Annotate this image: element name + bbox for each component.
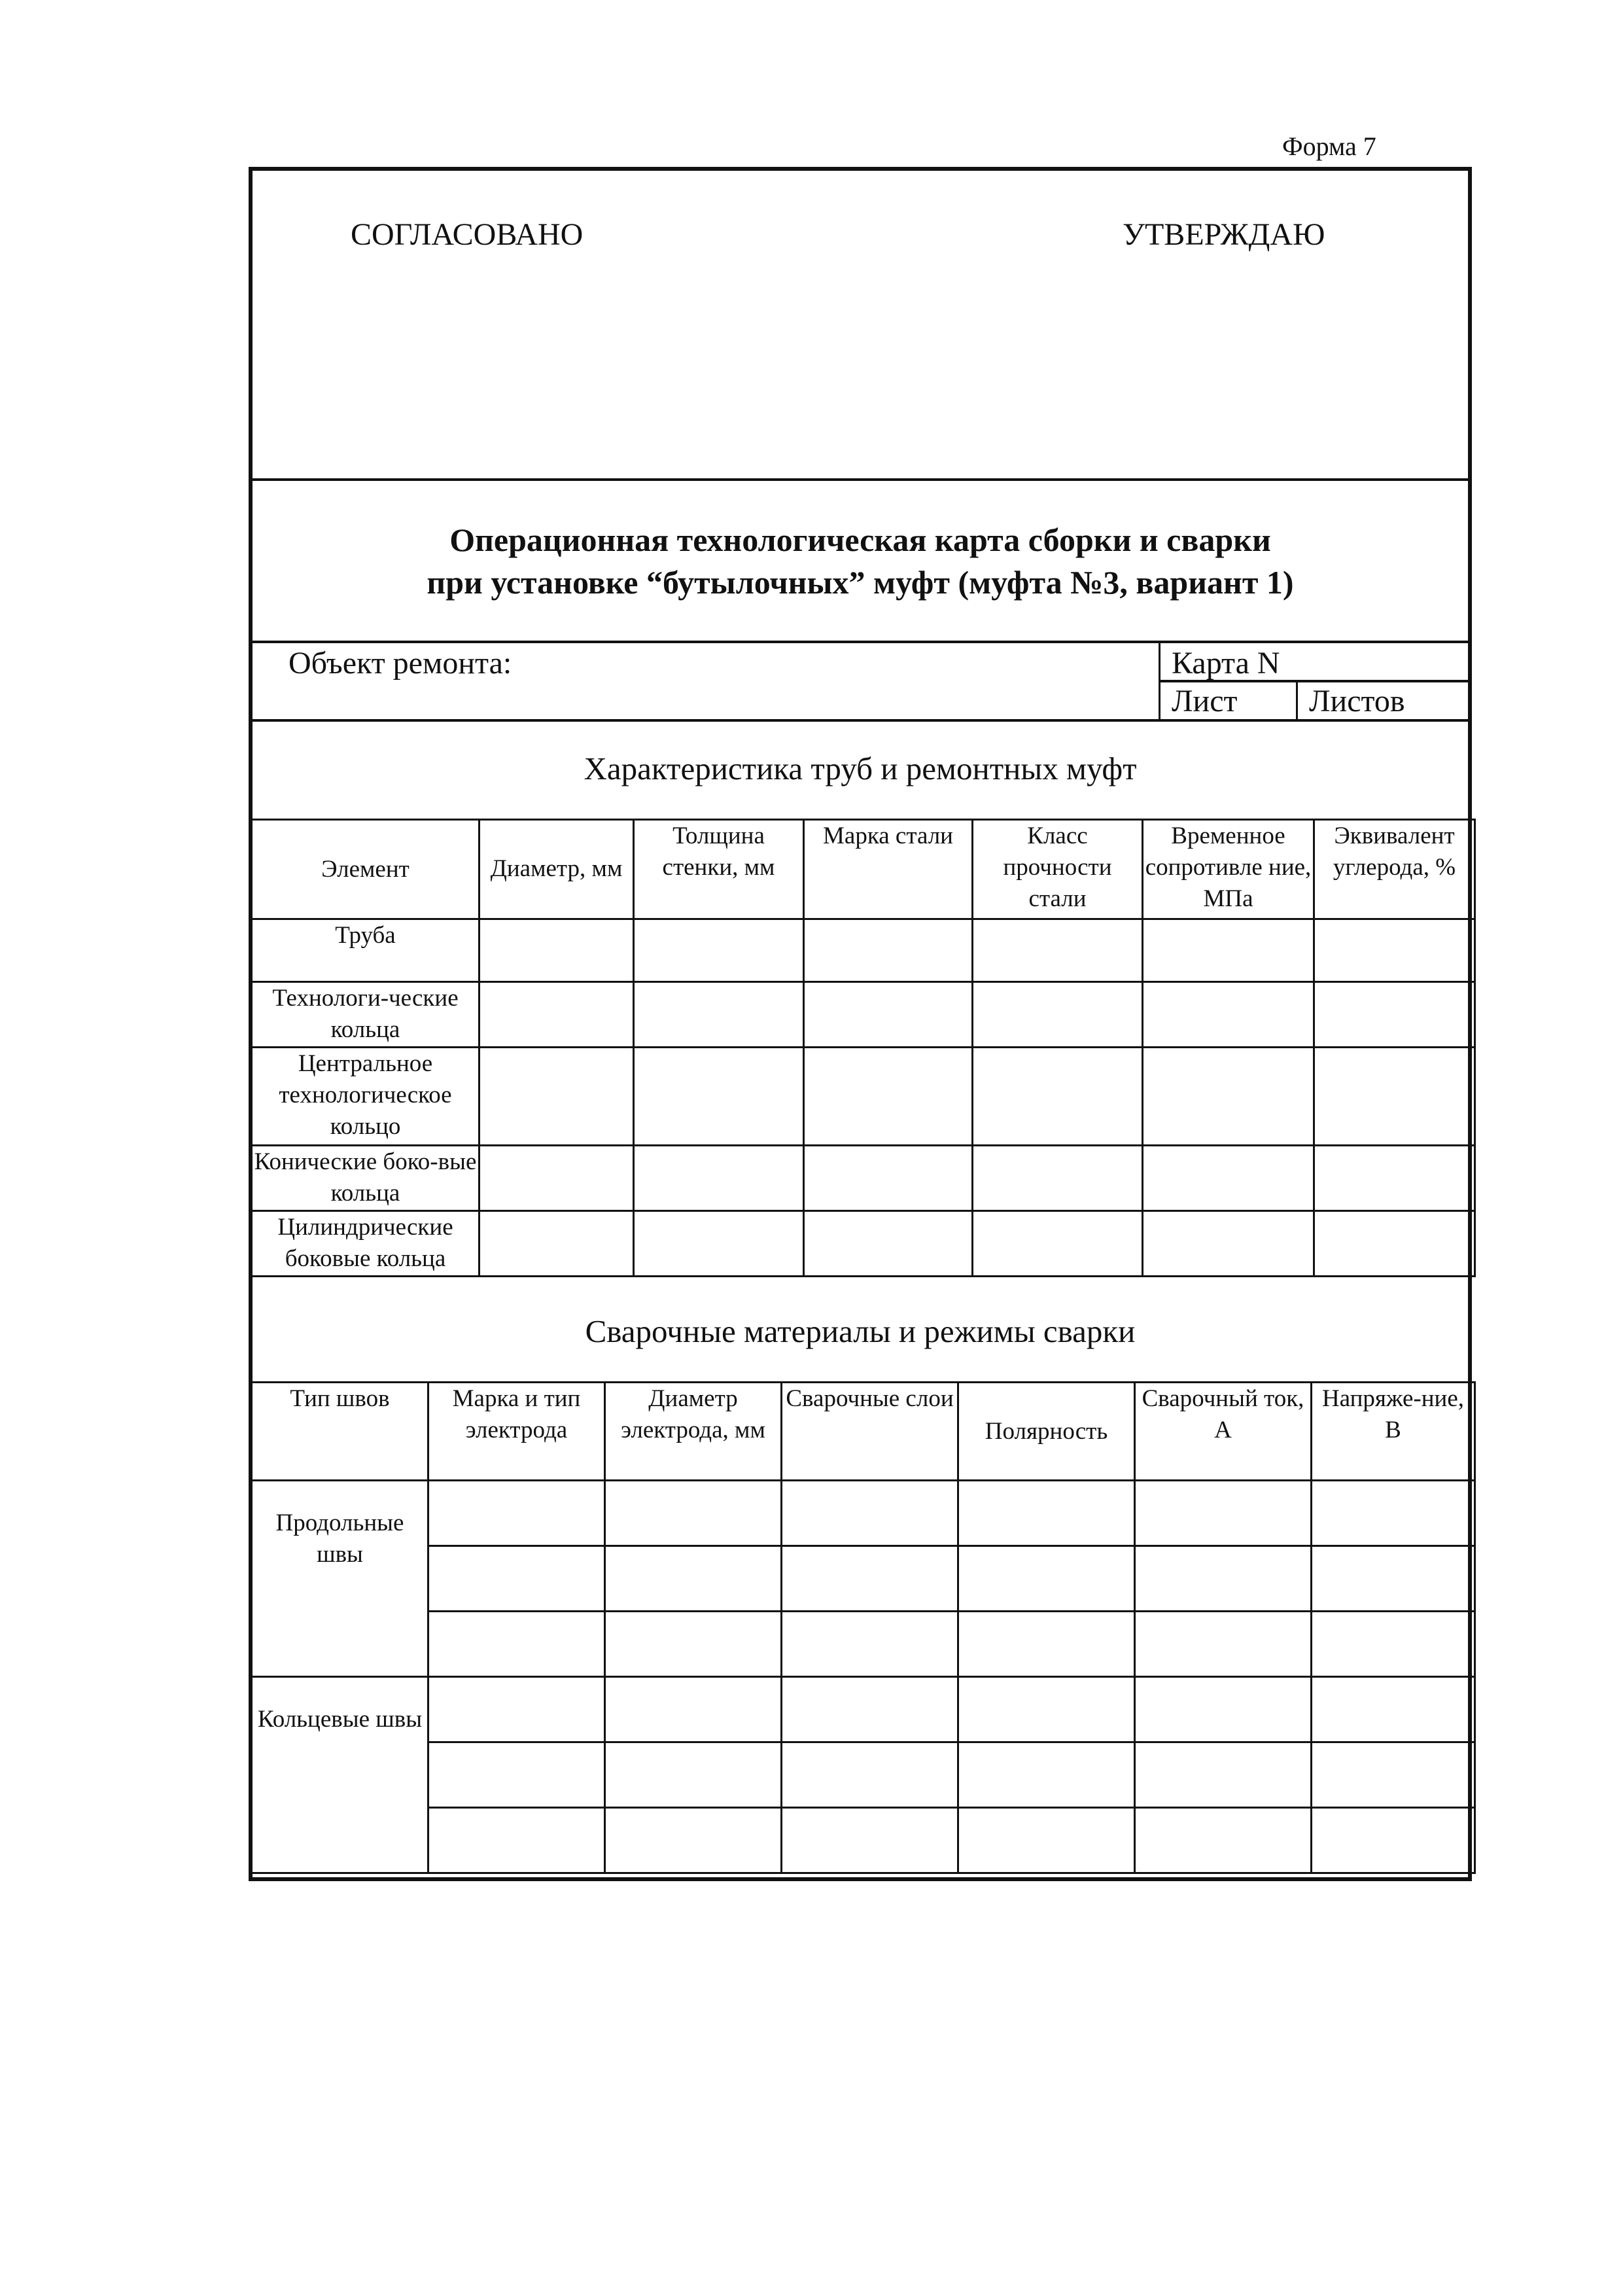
table-row [252, 1612, 1475, 1677]
column-header: Марка и тип электрода [428, 1383, 605, 1481]
divider [253, 478, 1468, 481]
input-cell[interactable] [973, 919, 1143, 982]
table-row [252, 982, 1475, 1048]
input-cell[interactable] [782, 1546, 958, 1612]
row-label: Конические боко-вые кольца [252, 1146, 480, 1211]
input-cell[interactable] [782, 1612, 958, 1677]
input-cell[interactable] [428, 1677, 605, 1742]
input-cell[interactable] [428, 1612, 605, 1677]
input-cell[interactable] [480, 1146, 634, 1211]
pipes-table [251, 819, 1476, 1277]
input-cell[interactable] [804, 1211, 973, 1277]
input-cell[interactable] [804, 982, 973, 1048]
input-cell[interactable] [973, 1048, 1143, 1146]
input-cell[interactable] [973, 1146, 1143, 1211]
column-header: Диаметр электрода, мм [605, 1383, 782, 1481]
input-cell[interactable] [1314, 1048, 1475, 1146]
table-row [252, 1677, 1475, 1742]
input-cell[interactable] [1312, 1808, 1475, 1873]
input-cell[interactable] [1314, 1146, 1475, 1211]
pipes-section-title: Характеристика труб и ремонтных муфт [584, 751, 1137, 786]
approve-label: УТВЕРЖДАЮ [1123, 217, 1325, 252]
welding-section-title: Сварочные материалы и режимы сварки [585, 1313, 1136, 1349]
agreed-label: СОГЛАСОВАНО [351, 217, 584, 252]
input-cell[interactable] [1314, 919, 1475, 982]
repair-object-label: Объект ремонта: [288, 646, 512, 680]
column-header: Временное сопротивле ние, МПа [1143, 820, 1314, 919]
divider [253, 719, 1468, 722]
document-title-line2: при установке “бутылочных” муфт (муфта №3, вариант 1) [427, 564, 1294, 601]
divider [253, 641, 1468, 643]
sheet-label: Лист [1172, 684, 1238, 718]
input-cell[interactable] [1312, 1546, 1475, 1612]
input-cell[interactable] [634, 1211, 804, 1277]
table-row [252, 1742, 1475, 1808]
input-cell[interactable] [1135, 1481, 1312, 1546]
table-row [252, 1211, 1475, 1277]
card-number-label: Карта N [1172, 646, 1280, 680]
table-row [252, 1481, 1475, 1546]
input-cell[interactable] [480, 1211, 634, 1277]
input-cell[interactable] [973, 982, 1143, 1048]
input-cell[interactable] [958, 1742, 1135, 1808]
input-cell[interactable] [634, 1146, 804, 1211]
input-cell[interactable] [782, 1808, 958, 1873]
table-header-row [252, 1383, 1475, 1481]
input-cell[interactable] [605, 1546, 782, 1612]
row-label: Продольные швы [252, 1481, 428, 1677]
input-cell[interactable] [958, 1481, 1135, 1546]
input-cell[interactable] [605, 1808, 782, 1873]
input-cell[interactable] [958, 1677, 1135, 1742]
input-cell[interactable] [605, 1612, 782, 1677]
input-cell[interactable] [605, 1677, 782, 1742]
input-cell[interactable] [1135, 1677, 1312, 1742]
input-cell[interactable] [1312, 1677, 1475, 1742]
input-cell[interactable] [804, 1146, 973, 1211]
input-cell[interactable] [958, 1612, 1135, 1677]
input-cell[interactable] [782, 1481, 958, 1546]
column-header: Напряже-ние, В [1312, 1383, 1475, 1481]
input-cell[interactable] [428, 1808, 605, 1873]
row-label: Центральное технологическое кольцо [252, 1048, 480, 1146]
input-cell[interactable] [804, 1048, 973, 1146]
input-cell[interactable] [1143, 982, 1314, 1048]
form-label: Форма 7 [1282, 132, 1376, 161]
input-cell[interactable] [480, 1048, 634, 1146]
table-row [252, 1808, 1475, 1873]
column-header: Эквивалент углерода, % [1314, 820, 1475, 919]
table-row [252, 919, 1475, 982]
input-cell[interactable] [1135, 1808, 1312, 1873]
column-header: Сварочный ток, А [1135, 1383, 1312, 1481]
input-cell[interactable] [634, 1048, 804, 1146]
input-cell[interactable] [634, 919, 804, 982]
input-cell[interactable] [1314, 1211, 1475, 1277]
column-header: Тип швов [252, 1383, 428, 1481]
input-cell[interactable] [1312, 1481, 1475, 1546]
row-label: Цилиндрические боковые кольца [252, 1211, 480, 1277]
welding-table [251, 1381, 1476, 1874]
column-header: Полярность [958, 1383, 1135, 1481]
input-cell[interactable] [634, 982, 804, 1048]
column-header: Сварочные слои [782, 1383, 958, 1481]
input-cell[interactable] [782, 1742, 958, 1808]
input-cell[interactable] [1143, 1146, 1314, 1211]
input-cell[interactable] [804, 919, 973, 982]
input-cell[interactable] [428, 1481, 605, 1546]
input-cell[interactable] [1143, 919, 1314, 982]
column-header: Класс прочности стали [973, 820, 1143, 919]
table-row [252, 1546, 1475, 1612]
input-cell[interactable] [973, 1211, 1143, 1277]
input-cell[interactable] [480, 982, 634, 1048]
input-cell[interactable] [958, 1546, 1135, 1612]
column-header: Диаметр, мм [480, 820, 634, 919]
form-sheet [249, 167, 1472, 1881]
input-cell[interactable] [605, 1481, 782, 1546]
column-header: Толщина стенки, мм [634, 820, 804, 919]
input-cell[interactable] [1135, 1612, 1312, 1677]
input-cell[interactable] [1312, 1742, 1475, 1808]
column-header: Марка стали [804, 820, 973, 919]
input-cell[interactable] [1135, 1546, 1312, 1612]
table-row [252, 1146, 1475, 1211]
input-cell[interactable] [1143, 1211, 1314, 1277]
input-cell[interactable] [958, 1808, 1135, 1873]
table-row [252, 1048, 1475, 1146]
divider [1296, 680, 1298, 719]
input-cell[interactable] [1312, 1612, 1475, 1677]
input-cell[interactable] [428, 1546, 605, 1612]
input-cell[interactable] [1143, 1048, 1314, 1146]
input-cell[interactable] [1135, 1742, 1312, 1808]
input-cell[interactable] [428, 1742, 605, 1808]
document-title-line1: Операционная технологическая карта сборки и сварки [449, 521, 1271, 558]
input-cell[interactable] [480, 919, 634, 982]
input-cell[interactable] [782, 1677, 958, 1742]
row-label: Технологи-ческие кольца [252, 982, 480, 1048]
column-header: Элемент [252, 820, 480, 919]
row-label: Кольцевые швы [252, 1677, 428, 1873]
input-cell[interactable] [605, 1742, 782, 1808]
input-cell[interactable] [1314, 982, 1475, 1048]
table-header-row [252, 820, 1475, 919]
sheets-count-label: Листов [1309, 684, 1405, 718]
row-label: Труба [252, 919, 480, 982]
